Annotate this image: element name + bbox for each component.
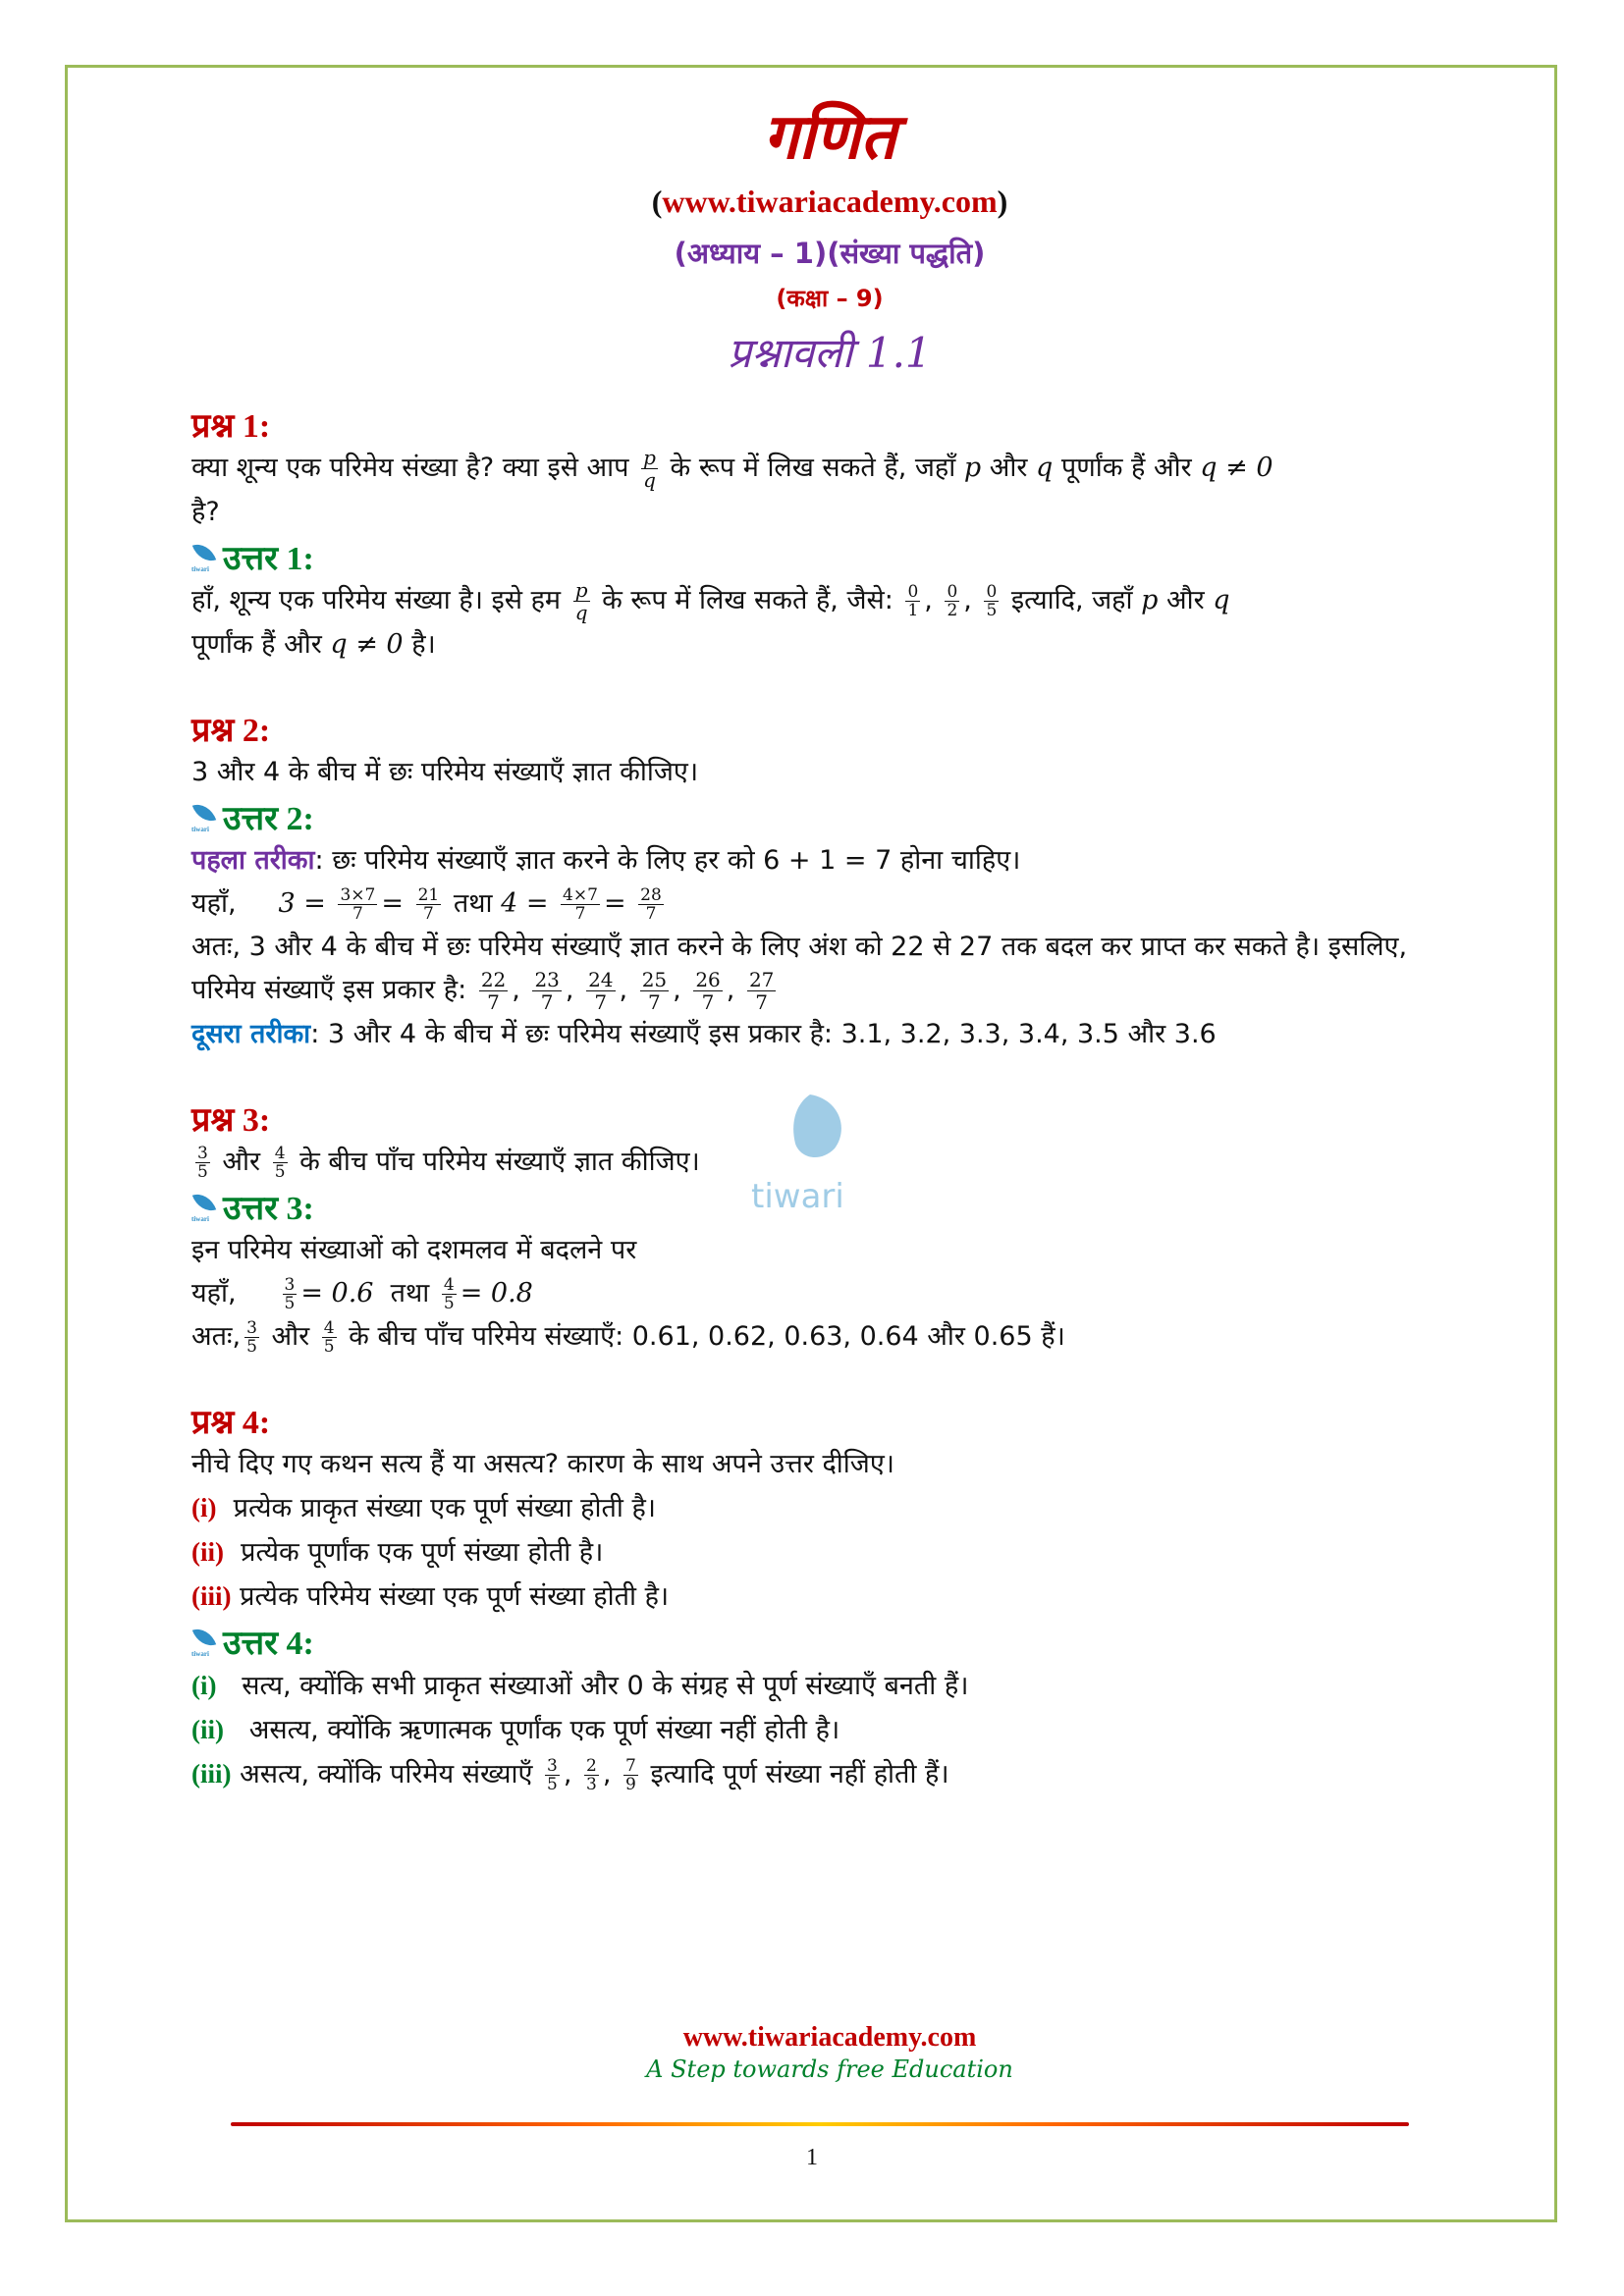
answer-3-intro: इन परिमेय संख्याओं को दशमलव में बदलने पर: [191, 1235, 637, 1265]
answer-2-method-2: दूसरा तरीका: 3 और 4 के बीच में छः परिमेय संख्याएँ इस प्रकार है: 3.1, 3.2, 3.3, 3.4, 3.5 और 3.6: [191, 1019, 1217, 1049]
footer-tagline: A Step towards free Education: [646, 2056, 1013, 2083]
question-1-label: प्रश्न 1:: [191, 408, 271, 445]
answer-1-label: tiwari उत्तर 1:: [191, 534, 1468, 579]
tiwari-leaf-icon: [191, 542, 217, 571]
question-4-item: (iii) प्रत्येक परिमेय संख्या एक पूर्ण संख्या होती है।: [191, 1581, 670, 1612]
answer-4-item: (i) सत्य, क्योंकि सभी प्राकृत संख्याओं और 0 के संग्रह से पूर्ण संख्याएँ बनती हैं।: [191, 1671, 969, 1701]
page-footer: [191, 2022, 1468, 2083]
question-4-label: प्रश्न 4:: [191, 1405, 271, 1441]
answer-2-list: परिमेय संख्याएँ इस प्रकार है: $\frac{22}{7}$ , $\frac{23}{7}$ , $\frac{24}{7}$ , $\frac{25}{7}$ , $\frac{26}{7}$ , $\frac{27}{7}$: [191, 968, 775, 1014]
header-url[interactable]: (www.tiwariacademy.com): [651, 184, 1008, 219]
exercise-heading: प्रश्नावली 1.1: [728, 329, 932, 377]
question-2-label: प्रश्न 2:: [191, 713, 271, 749]
question-4-text: नीचे दिए गए कथन सत्य हैं या असत्य? कारण के साथ अपने उत्तर दीजिए।: [191, 1449, 894, 1479]
page-title: गणित: [763, 100, 896, 174]
question-3-text: $\frac{3}{5}$ और $\frac{4}{5}$ के बीच पाँच परिमेय संख्याएँ ज्ञात कीजिए।: [197, 1144, 700, 1182]
answer-1-text: हाँ, शून्य एक परिमेय संख्या है। इसे हम $\frac{p}{q}$ के रूप में लिख सकते हैं, जैसे: $\frac{0}{1}$ , $\frac{0}{2}$ , $\frac{0}{5}$ इत्यादि, जहाँ p और q पूर्णांक हैं और q ≠ 0 है।: [191, 578, 1230, 660]
answer-2-method-1: पहला तरीका: छः परिमेय संख्याएँ ज्ञात करने के लिए हर को 6 + 1 = 7 होना चाहिए।: [191, 845, 1021, 876]
watermark-text: tiwari: [751, 1177, 844, 1216]
footer-divider: [231, 2122, 1409, 2126]
answer-3-equation: यहाँ, $\frac{3}{5}$ = 0.6 तथा $\frac{4}{5}$ = 0.8: [191, 1275, 533, 1313]
answer-4-item: (iii) असत्य, क्योंकि परिमेय संख्याएँ $\frac{3}{5}$ , $\frac{2}{3}$ , $\frac{7}{9}$ इत्यादि पूर्ण संख्या नहीं होती हैं।: [191, 1756, 949, 1794]
tiwari-leaf-icon: [191, 802, 217, 831]
answer-4-item: (ii) असत्य, क्योंकि ऋणात्मक पूर्णांक एक पूर्ण संख्या नहीं होती है।: [191, 1715, 840, 1745]
answer-2-equation: यहाँ, 3 = $\frac{3\times 7}{7}$ = $\frac{21}{7}$ तथा 4 = $\frac{4\times 7}{7}$ = $\frac{28}{7}$: [191, 885, 662, 924]
question-1-text: क्या शून्य एक परिमेय संख्या है? क्या इसे आप $\frac{p}{q}$ के रूप में लिख सकते हैं, जहाँ p और q पूर्णांक हैं और q ≠ 0 है?: [191, 446, 1273, 527]
answer-3-result: अतः, $\frac{3}{5}$ और $\frac{4}{5}$ के बीच पाँच परिमेय संख्याएँ: 0.61, 0.62, 0.63, 0.64 और 0.65 हैं।: [191, 1318, 1065, 1357]
chapter-heading: (अध्याय – 1)(संख्या पद्धति): [674, 237, 986, 270]
answer-4-label: tiwari उत्तर 4:: [191, 1619, 1468, 1664]
question-3-label: प्रश्न 3:: [191, 1102, 271, 1139]
tiwari-leaf-icon: [191, 1192, 217, 1221]
page-content: [191, 93, 1468, 1796]
page-number: 1: [806, 2145, 818, 2170]
answer-2-label: tiwari उत्तर 2:: [191, 794, 1468, 839]
class-heading: (कक्षा – 9): [776, 285, 884, 312]
answer-2-explanation: अतः, 3 और 4 के बीच में छः परिमेय संख्याएँ ज्ञात करने के लिए अंश को 22 से 27 तक बदल कर प्राप्त कर सकते है। इसलिए,: [191, 932, 1408, 962]
question-2-text: 3 और 4 के बीच में छः परिमेय संख्याएँ ज्ञात कीजिए।: [191, 757, 699, 787]
answer-3-label: tiwari उत्तर 3:: [191, 1184, 1468, 1229]
question-4-item: (i) प्रत्येक प्राकृत संख्या एक पूर्ण संख्या होती है।: [191, 1493, 657, 1523]
question-4-item: (ii) प्रत्येक पूर्णांक एक पूर्ण संख्या होती है।: [191, 1537, 604, 1568]
footer-url[interactable]: www.tiwariacademy.com: [682, 2022, 977, 2053]
tiwari-leaf-icon: [191, 1627, 217, 1656]
